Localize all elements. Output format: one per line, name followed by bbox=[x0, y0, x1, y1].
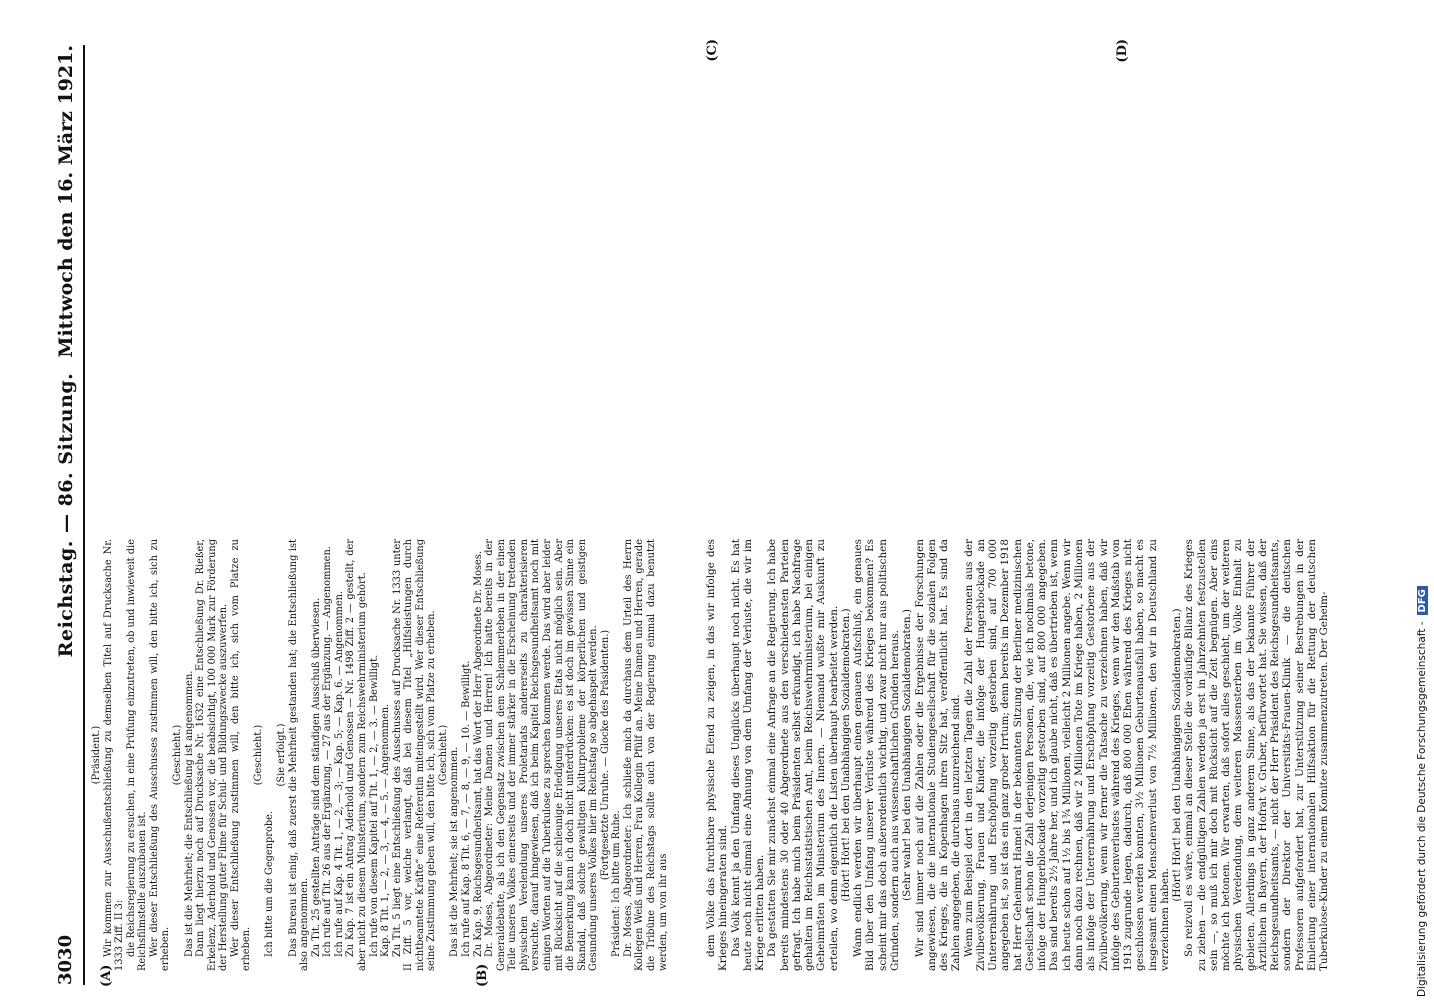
margin-mark-a: (A) bbox=[99, 964, 114, 987]
dfg-logo: DFG bbox=[1417, 586, 1428, 615]
paragraph: (Sehr wahr! bei den Unabhängigen Sozialdemokraten.) bbox=[901, 609, 914, 901]
session-date: Mittwoch den 16. März 1921. bbox=[55, 45, 77, 358]
margin-mark-b: (B) bbox=[475, 963, 490, 987]
paragraph: Präsident: Ich bitte um Ruhe. bbox=[611, 810, 623, 957]
margin-mark-d: (D) bbox=[1115, 39, 1130, 63]
paragraph: Ich rufe auf Kap. 4 Tit. 1, — 2, — 3; — Kap. 5; — Kap. 6. — Angenommen. bbox=[333, 590, 345, 957]
paragraph: Dr. Moses, Abgeordneter: Meine Damen und Herren! Ich hatte bereits in der Generaldebatte, als ich den Gegensatz zwischen dem Schlemmerleben in der einen Teile unseres Volkes einerseits und der immer stärker in die Erscheinung tretenden physischen Verelendung unseres Proletariats andererseits zu charakterisieren versuchte, darauf hingewiesen, daß ich beim Kapitel Reichsgesundheitsamt noch mit einigen Worten auf die Tuberkulose zu sprechen kommen werde. Das wird aber leider mit Rücksicht auf die schleunige Erledigung unseres Etats nicht möglich sein. Aber die Bemerkung kann ich doch nicht unterdrücken: es ist doch im gewissen Sinne ein Skandal, daß solche gewaltigen Kulturprobleme der körperlichen und geistigen Gesundung unseres Volkes hier im Reichstag so abgehaspelt werden. bbox=[484, 539, 600, 971]
paragraph: Da gestatten Sie mir zunächst einmal eine Anfrage an die Regierung. Ich habe bereits mindestens 30 oder 40 Abgeordnete aus den verschiedensten Parteien gefragt. Ich habe mich beim Präsidenten selbst erkundigt, ich habe Nachfrage gehalten im Reichsstatistischen Amt, beim Reichswehrministerium, bei einigen Geheimräten im Ministerium des Innern. — Niemand wußte mir Auskunft zu erteilen, wo denn eigentlich die Listen überhaupt bearbeitet werden. bbox=[766, 539, 840, 971]
paragraph: Wir kommen zur Ausschußentschließung zu demselben Titel auf Drucksache Nr. 1333 Ziff. II 3: bbox=[102, 539, 126, 971]
paragraph: die Reichsregierung zu ersuchen, in eine Prüfung einzutreten, ob und inwieweit die Reichsfilmstelle auszubauen ist. bbox=[125, 539, 149, 971]
paragraph: Das Bureau ist einig, daß zuerst die Mehrheit gestanden hat; die Entschließung ist also angenommen. bbox=[287, 539, 311, 971]
paragraph: Wann endlich werden wir überhaupt einen genauen Aufschluß, ein genaues Bild über den Umfang unserer Verluste während des Krieges bekommen? Es scheint mir das doch außerordentlich wichtig, und zwar nicht nur aus politischen Gründen, sondern auch aus wissenschaftlichen Gründen heraus. bbox=[852, 539, 901, 971]
paragraph: Ich bitte um die Gegenprobe. bbox=[264, 810, 276, 957]
paragraph: Wenn zum Beispiel dort in den letzten Tagen die Zahl der Personen aus der Zivilbevölkerung, Frauen und Kinder, die infolge der Hungerblockade an Unterernährung und Erschöpfung vorzeitig gestorben sind, auf 700 000 angegeben ist, so ist das ein ganz grober Irrtum; denn bereits im Dezember 1918 hat Herr Geheimrat Hamel in der bekannten Sitzung der Berliner medizinischen Gesellschaft schon die Zahl derjenigen Personen, die, wie ich nochmals betone, infolge der Hungerblockade vorzeitig gestorben sind, auf 800 000 angegeben. Das sind bereits 2½ Jahre her, und ich glaube nicht, daß es übertrieben ist, wenn ich heute schon auf 1½ bis 1¾ Millionen, vielleicht 2 Millionen angebe. Wenn wir dann noch dazu rechnen, daß wir 2 Millionen Tote im Kriege haben, 2 Millionen als infolge der Unterernährung und Erschöpfung vorzeitig Gestorbene aus der Zivilbevölkerung, wenn wir ferner die Tatsache zu verzeichnen haben, daß wir infolge des Geburtenverlustes während des Krieges, wenn wir den Maßstab von 1913 zugrunde legen, dadurch, daß 800 000 Ehen während des Krieges nicht geschlossen werden konnten, 3½ Millionen Geburtenausfall haben, so macht es insgesamt einen Menschenverlust von 7½ Millionen, den wir in Deutschland zu verzeichnen haben. bbox=[962, 539, 1171, 971]
paragraph: Das ist die Mehrheit; sie ist angenommen. bbox=[449, 746, 461, 957]
paragraph: (Hört! Hört! bei den Unabhängigen Sozialdemokraten.) bbox=[839, 608, 852, 902]
paragraph: Zu Tit. 5 liegt eine Entschließung des Ausschusses auf Drucksache Nr. 1333 unter II Ziff. 5 vor, welche verlangt, daß bei diesem Titel „Hilfsleistungen durch nichtbeamtete Kräfte“ eine Referentin miteingestellt wird. Wer dieser Entschließung seine Zustimmung geben will, den bitte ich, sich vom Platze zu erheben. bbox=[391, 539, 438, 971]
paragraph: (Geschieht.) bbox=[252, 724, 264, 786]
right-column bbox=[705, 539, 1345, 971]
paragraph: Das Volk kennt ja den Umfang dieses Unglücks überhaupt noch nicht. Es hat heute noch nicht einmal eine Ahnung von dem Umfang der Verluste, die wir im Kriege erlitten haben. bbox=[729, 539, 767, 971]
digitization-note bbox=[1416, 0, 1430, 997]
rotated-page-content bbox=[55, 39, 1390, 987]
paragraph: (Sie erfolgt.) bbox=[276, 723, 287, 787]
paragraph: Ich rufe von diesem Kapitel auf Tit. 1, — 2, — 3. — Bewilligt. bbox=[368, 654, 380, 957]
paragraph: Ich rufe auf Kap. 8 Tit. 6, — 7, — 8, — 9, — 10. — Bewilligt. bbox=[461, 660, 472, 957]
paragraph: (Fortgesetzte Unruhe. — Glocke des Präsidenten.) bbox=[599, 629, 611, 881]
paragraph: Wir sind immer noch auf die Zahlen oder die Ergebnisse der Forschungen angewiesen, die die internationale Studiengesellschaft für die sozialen Folgen des Krieges, die in Kopenhagen ihren Sitz hat, veröffentlicht hat. Es sind da Zahlen angegeben, die durchaus unzureichend sind. bbox=[913, 539, 963, 971]
paragraph: (Geschieht.) bbox=[171, 724, 183, 786]
paragraph: Zu Kap. 7 ist ein Antrag Aderhold und Genossen — Nr. 1498 Ziff. 2 — gestellt, der aber nicht zu diesem Ministerium, sondern zum Reichswehrministerium gehört. bbox=[345, 539, 368, 971]
paragraph: dem Volke das furchtbare physische Elend zu zeigen, in das wir infolge des Krieges hineingeraten sind. bbox=[705, 539, 730, 971]
paragraph: Dann liegt hierzu noch auf Drucksache Nr. 1632 eine Entschließung Dr. Rießer, Erkelenz, Aderhold und Genossen vor, die beabsichtigt, 100 000 Mark zur Förderung der Herstellung guter Filme für Schul- und Bildungszwecke auszuwerfen. bbox=[195, 539, 230, 971]
paragraph: (Hört! Hört! bei den Unabhängigen Sozialdemokraten.) bbox=[1171, 608, 1184, 902]
page-header bbox=[55, 45, 81, 985]
paragraph: Zu Kap. 9, Reichsgesundheitsamt, hat das Wort der Herr Abgeordnete Dr. Moses. bbox=[472, 551, 484, 957]
paragraph: Ich rufe auf Tit. 26 aus der Ergänzung, — 27 aus der Ergänzung. — Angenommen. bbox=[322, 546, 334, 957]
paragraph: Wer dieser Entschließung zustimmen will, den bitte ich, sich vom Platze zu erheben. bbox=[229, 539, 253, 971]
paragraph: Dr. Moses, Abgeordneter: Ich schließe mich da durchaus dem Urteil des Herrn Kollegen Weiß und Herren, Frau Kollegin Pfülf an. Meine Damen und Herren, gerade die Tribüne des Reichstags sollte auch von der Regierung einmal dazu benutzt werden, um von ihr aus bbox=[622, 539, 669, 971]
paragraph: So reizvoll es wäre, einmal an dieser Stelle die vorläufige Bilanz des Krieges zu ziehen — die endgültigen Zahlen werden ja erst in Jahrzehnten festzustellen sein —, so muß ich mir doch mit Rücksicht auf die Zeit begnügen. Aber eins möchte ich betonen. Wir erwarten, daß sofort alles geschieht, um der weiteren physischen Verelendung, dem weiteren Massensterben im Volke Einhalt zu gebieten. Allerdings in ganz anderem Sinne, als das der bekannte Führer der Ärztlichen in Bayern, der Hofrat v. Gruber, befürwortet hat. Sie wissen, daß der Reichsgesundheitsamts, — nicht der Herr Präsident des Reichsgesundheitsamts, sondern der Direktor der Universitäts-Frauen-Klinik — die deutschen Professoren aufgefordert hat, zur Unterstützung seiner Bestrebungen in der Einleitung einer internationalen Hilfsaktion für die Rettung der deutschen Tuberkulose-Kinder zu einem Komitee zusammenzutreten. Der Geheim- bbox=[1183, 539, 1331, 971]
paragraph: Kap. 8 Tit. 1, — 2, — 3, — 4, — 5. — Angenommen. bbox=[380, 703, 392, 957]
paragraph: Das ist die Mehrheit; die Entschließung ist angenommen. bbox=[183, 670, 195, 957]
page-number: 3030 bbox=[55, 934, 76, 985]
paragraph: Wer dieser Entschließung des Ausschusses zustimmen will, den bitte ich, sich zu erheben. bbox=[148, 539, 172, 971]
paragraph: (Geschieht.) bbox=[437, 724, 449, 786]
left-column bbox=[91, 539, 671, 971]
margin-mark-c: (C) bbox=[705, 39, 720, 62]
paragraph: Zu Tit. 25 gestellten Anträge sind dem ständigen Ausschuß überwiesen. bbox=[310, 597, 322, 957]
header-rule bbox=[83, 45, 85, 985]
paragraph: (Präsident.) bbox=[91, 725, 102, 785]
digitization-text: Digitalisierung gefördert durch die Deutsche Forschungsgemeinschaft - bbox=[1416, 621, 1428, 997]
session-title: Reichstag. — 86. Sitzung. bbox=[55, 372, 77, 658]
